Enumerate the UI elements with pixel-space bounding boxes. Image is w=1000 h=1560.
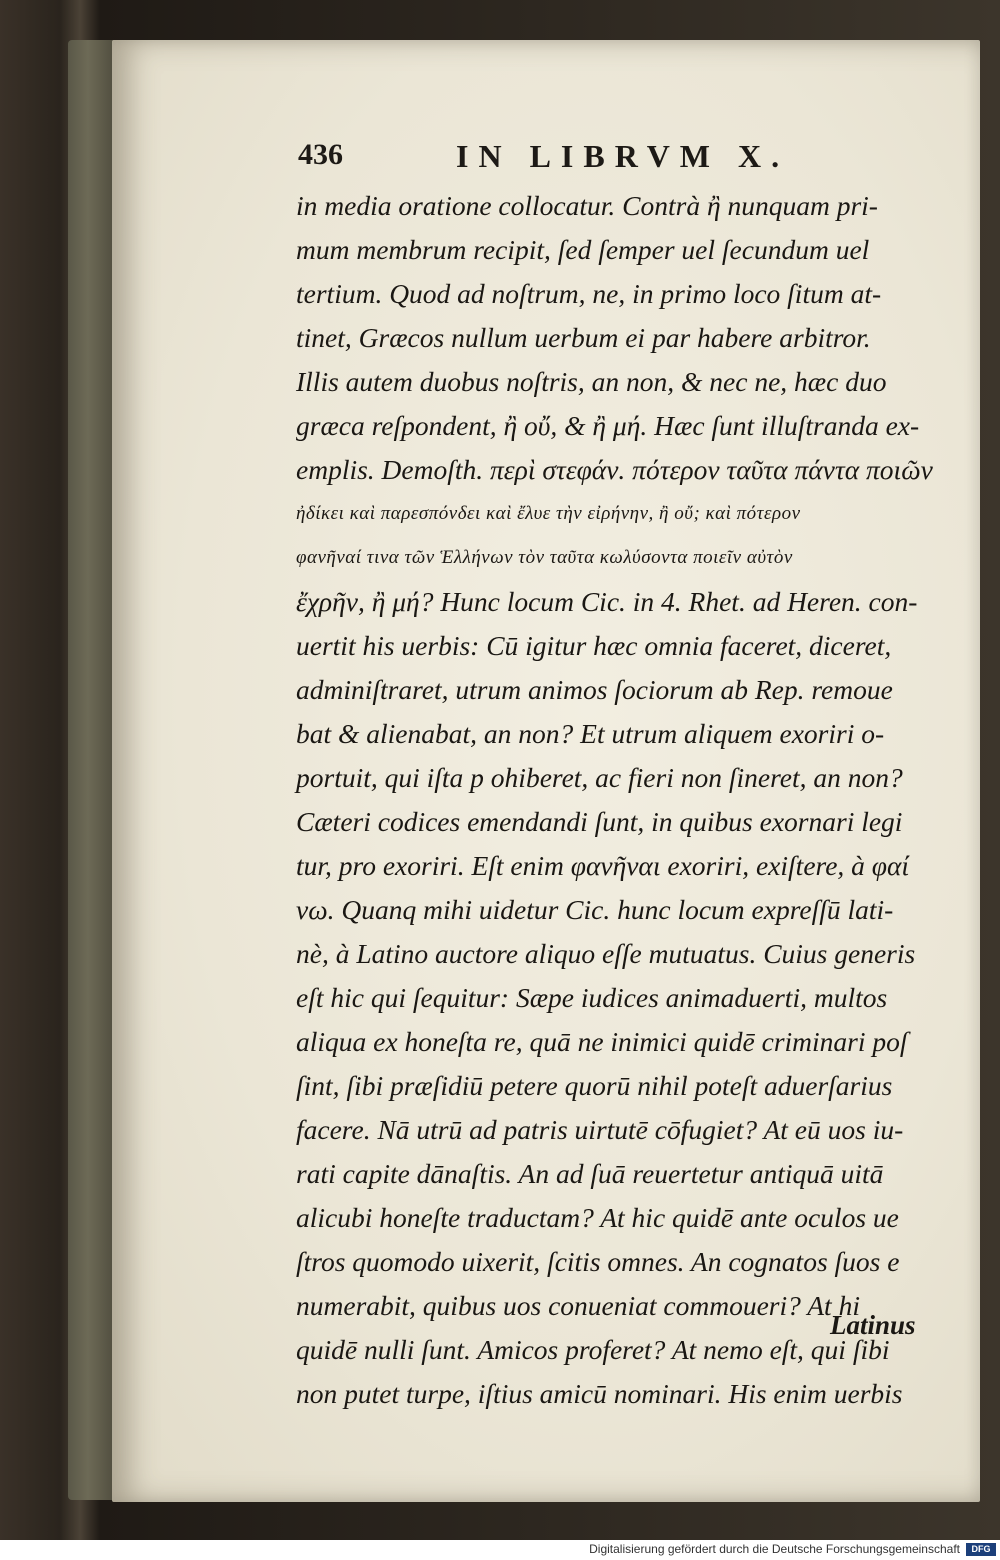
text-line: quidē nulli ſunt. Amicos proferet? At nemo eſt, qui ſibi	[296, 1334, 890, 1365]
text-line: tertium. Quod ad noſtrum, ne, in primo loco ſitum at-	[296, 278, 882, 309]
text-line: Cæteri codices emendandi ſunt, in quibus exornari legi	[296, 806, 903, 837]
text-line: mum membrum recipit, ſed ſemper uel ſecundum uel	[296, 234, 870, 265]
text-line: ſint, ſibi præſidiū petere quorū nihil poteſt aduerſarius	[296, 1070, 893, 1101]
text-line: ἔχρῆν, ἢ μή? Hunc locum Cic. in 4. Rhet. ad Heren. con-	[296, 586, 918, 617]
text-line: in media oratione collocatur. Contrà ἢ nunquam pri-	[296, 190, 878, 221]
footer-bar	[0, 1540, 1000, 1560]
dfg-logo: DFG	[966, 1543, 996, 1556]
text-line: numerabit, quibus uos conueniat commoueri? At hi	[296, 1290, 860, 1321]
text-line: tinet, Græcos nullum uerbum ei par habere arbitror.	[296, 322, 871, 353]
text-line: græca reſpondent, ἢ οὔ, & ἢ μή. Hæc ſunt illuſtranda ex-	[296, 410, 920, 441]
page-number: 436	[298, 138, 343, 171]
body-text	[296, 184, 964, 1416]
catchword: Latinus	[830, 1310, 916, 1340]
text-line: tur, pro exoriri. Eſt enim φανῆναι exoriri, exiſtere, à φαί	[296, 850, 910, 881]
funding-credit: Digitalisierung gefördert durch die Deutsche Forschungsgemeinschaft	[589, 1542, 960, 1556]
greek-text-line: φανῆναί τινα τῶν Ἑλλήνων τὸν ταῦτα κωλύσοντα ποιεῖν αὐτὸν	[296, 547, 793, 568]
running-head: IN LIBRVM X.	[456, 138, 790, 174]
text-line: adminiſtraret, utrum animos ſociorum ab Rep. remoue	[296, 674, 893, 705]
text-line: nè, à Latino auctore aliquo eſſe mutuatus. Cuius generis	[296, 938, 916, 969]
text-line: rati capite dānaſtis. An ad ſuā reuertetur antiquā uitā	[296, 1158, 884, 1189]
text-line: νω. Quanq mihi uidetur Cic. hunc locum expreſſū lati-	[296, 894, 894, 925]
greek-text-line: ἠδίκει καὶ παρεσπόνδει καὶ ἔλυε τὴν εἰρήνην, ἢ οὔ; καὶ πότερον	[296, 503, 801, 524]
text-line: aliqua ex honeſta re, quā ne inimici quidē criminari poſ	[296, 1026, 908, 1057]
text-line: alicubi honeſte traductam? At hic quidē ante oculos ue	[296, 1202, 899, 1233]
text-line: Illis autem duobus noſtris, an non, & nec ne, hæc duo	[296, 366, 887, 397]
book-spine	[68, 40, 118, 1500]
text-line: emplis. Demoſth. περὶ στεφάν. πότερον ταῦτα πάντα ποιῶν	[296, 454, 933, 485]
text-line: uertit his uerbis: Cū igitur hæc omnia faceret, diceret,	[296, 630, 892, 661]
page-header	[298, 138, 858, 178]
text-line: portuit, qui iſta p ohiberet, ac fieri non ſineret, an non?	[296, 762, 903, 793]
text-line: bat & alienabat, an non? Et utrum aliquem exoriri o-	[296, 718, 885, 749]
text-line: non putet turpe, iſtius amicū nominari. His enim uerbis	[296, 1378, 903, 1409]
text-line: ſtros quomodo uixerit, ſcitis omnes. An cognatos ſuos e	[296, 1246, 900, 1277]
text-line: eſt hic qui ſequitur: Sæpe iudices animaduerti, multos	[296, 982, 888, 1013]
text-line: facere. Nā utrū ad patris uirtutē cōfugiet? At eū uos iu-	[296, 1114, 904, 1145]
